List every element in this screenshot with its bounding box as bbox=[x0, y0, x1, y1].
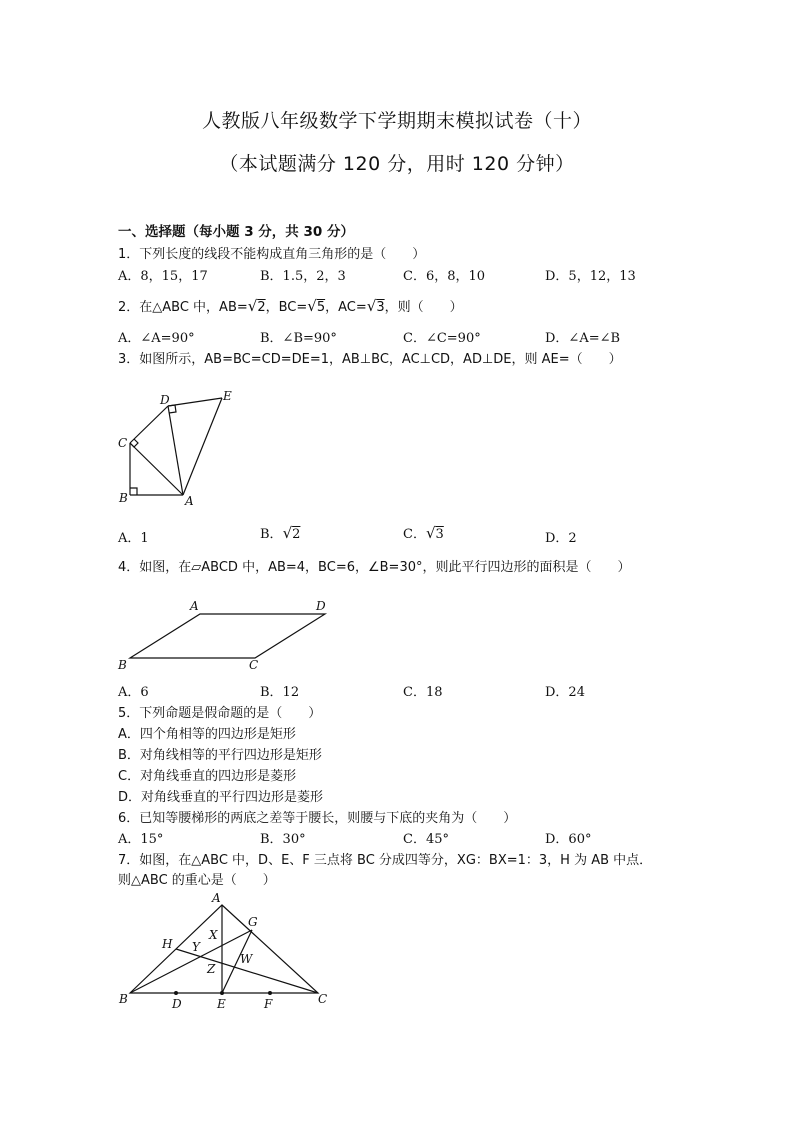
sqrt-symbol: √ bbox=[282, 524, 293, 542]
segment-de bbox=[168, 398, 222, 406]
segment-cd bbox=[130, 406, 168, 443]
q3-option-a: A．1 bbox=[118, 531, 149, 546]
q7-label-x: X bbox=[209, 928, 218, 942]
q2-option-c: C．∠C=90° bbox=[403, 331, 481, 346]
q3-label-d: D bbox=[160, 393, 170, 407]
q4-label-c: C bbox=[249, 658, 259, 672]
sqrt-symbol: √ bbox=[425, 524, 436, 542]
q6-option-c: C．45° bbox=[403, 832, 449, 847]
sqrt-symbol: √ bbox=[366, 297, 377, 315]
q3-option-c bbox=[403, 523, 444, 542]
q7-label-e: E bbox=[217, 997, 226, 1011]
q7-label-f: F bbox=[264, 997, 273, 1011]
q3-label-c: C bbox=[118, 436, 128, 450]
q3-figure-lines bbox=[130, 398, 222, 495]
q3-stem: 3．如图所示，AB=BC=CD=DE=1，AB⊥BC，AC⊥CD，AD⊥DE，则 AE=（ ） bbox=[118, 352, 622, 367]
q2-ac-pre: ，AC= bbox=[325, 300, 367, 315]
q7-label-b: B bbox=[119, 992, 128, 1006]
q7-label-y: Y bbox=[192, 940, 200, 954]
q4-stem: 4．如图，在▱ABCD 中，AB=4，BC=6，∠B=30°，则此平行四边形的面积是（ ） bbox=[118, 560, 631, 575]
q6-option-b: B．30° bbox=[260, 832, 306, 847]
q4-option-b: B．12 bbox=[260, 685, 300, 700]
q3-option-b-radicand: 2 bbox=[292, 527, 301, 542]
q3-label-e: E bbox=[223, 389, 232, 403]
parallelogram-abcd bbox=[130, 614, 325, 658]
sqrt-symbol: √ bbox=[247, 297, 258, 315]
q2-ab-radicand: 2 bbox=[257, 300, 266, 315]
q1-option-b: B．1.5，2，3 bbox=[260, 269, 346, 284]
segment-da bbox=[168, 406, 183, 495]
q7-label-c: C bbox=[318, 992, 328, 1006]
q5-stem: 5．下列命题是假命题的是（ ） bbox=[118, 706, 322, 721]
q7-label-w: W bbox=[240, 952, 253, 966]
q7-stem-line2: 则△ABC 的重心是（ ） bbox=[118, 873, 276, 888]
q7-label-z: Z bbox=[207, 962, 216, 976]
q5-option-a: A．四个角相等的四边形是矩形 bbox=[118, 727, 296, 742]
q4-option-d: D．24 bbox=[545, 685, 585, 700]
q5-option-b: B．对角线相等的平行四边形是矩形 bbox=[118, 748, 322, 763]
q7-stem-line1: 7．如图，在△ABC 中，D、E、F 三点将 BC 分成四等分，XG：BX=1：3，H 为 AB 中点． bbox=[118, 853, 653, 868]
q7-label-g: G bbox=[248, 915, 258, 929]
segment-bg bbox=[130, 930, 252, 993]
q7-label-d: D bbox=[172, 997, 182, 1011]
q6-option-a: A．15° bbox=[118, 832, 164, 847]
q3-label-b: B bbox=[119, 491, 128, 505]
segment-ea bbox=[183, 398, 222, 495]
q2-option-a: A．∠A=90° bbox=[118, 331, 195, 346]
right-angle-c bbox=[130, 439, 138, 447]
sqrt-symbol: √ bbox=[307, 297, 317, 315]
q2-stem-pre: 2．在△ABC 中，AB= bbox=[118, 300, 248, 315]
q4-figure-lines bbox=[130, 614, 325, 658]
page-subtitle: （本试题满分 120 分，用时 120 分钟） bbox=[219, 153, 575, 175]
q1-option-a: A．8，15，17 bbox=[118, 269, 208, 284]
triangle-abc bbox=[130, 905, 318, 993]
q1-option-c: C．6，8，10 bbox=[403, 269, 486, 284]
q5-option-d: D．对角线垂直的平行四边形是菱形 bbox=[118, 790, 324, 805]
q3-option-d: D．2 bbox=[545, 531, 577, 546]
q4-label-d: D bbox=[316, 599, 326, 613]
q4-option-a: A．6 bbox=[118, 685, 149, 700]
q3-option-c-label: C． bbox=[403, 527, 426, 542]
q5-option-c: C．对角线垂直的四边形是菱形 bbox=[118, 769, 297, 784]
q4-label-a: A bbox=[190, 599, 199, 613]
q3-option-b-label: B． bbox=[260, 527, 283, 542]
q7-label-a: A bbox=[212, 891, 221, 905]
right-angle-b bbox=[130, 488, 137, 495]
q7-figure-lines bbox=[130, 905, 318, 993]
point-e bbox=[220, 991, 224, 995]
q4-option-c: C．18 bbox=[403, 685, 443, 700]
q7-label-h: H bbox=[162, 937, 173, 951]
q2-option-d: D．∠A=∠B bbox=[545, 331, 621, 346]
section-heading: 一、选择题（每小题 3 分，共 30 分） bbox=[118, 224, 354, 240]
q2-bc-pre: ，BC= bbox=[265, 300, 308, 315]
q1-stem: 1．下列长度的线段不能构成直角三角形的是（ ） bbox=[118, 247, 426, 262]
point-d bbox=[174, 991, 178, 995]
q6-option-d: D．60° bbox=[545, 832, 592, 847]
q6-stem: 6．已知等腰梯形的两底之差等于腰长，则腰与下底的夹角为（ ） bbox=[118, 811, 517, 826]
q2-stem-post: ，则（ ） bbox=[384, 300, 463, 315]
q2-ac-radicand: 3 bbox=[376, 300, 385, 315]
q3-option-c-radicand: 3 bbox=[435, 527, 444, 542]
point-f bbox=[268, 991, 272, 995]
q1-option-d: D．5，12，13 bbox=[545, 269, 636, 284]
page-title: 人教版八年级数学下学期期末模拟试卷（十） bbox=[201, 110, 592, 132]
q4-label-b: B bbox=[118, 658, 127, 672]
q3-label-a: A bbox=[185, 494, 194, 508]
q2-option-b: B．∠B=90° bbox=[260, 331, 337, 346]
q2-bc-radicand: 5 bbox=[316, 300, 326, 315]
q3-option-b bbox=[260, 523, 300, 542]
